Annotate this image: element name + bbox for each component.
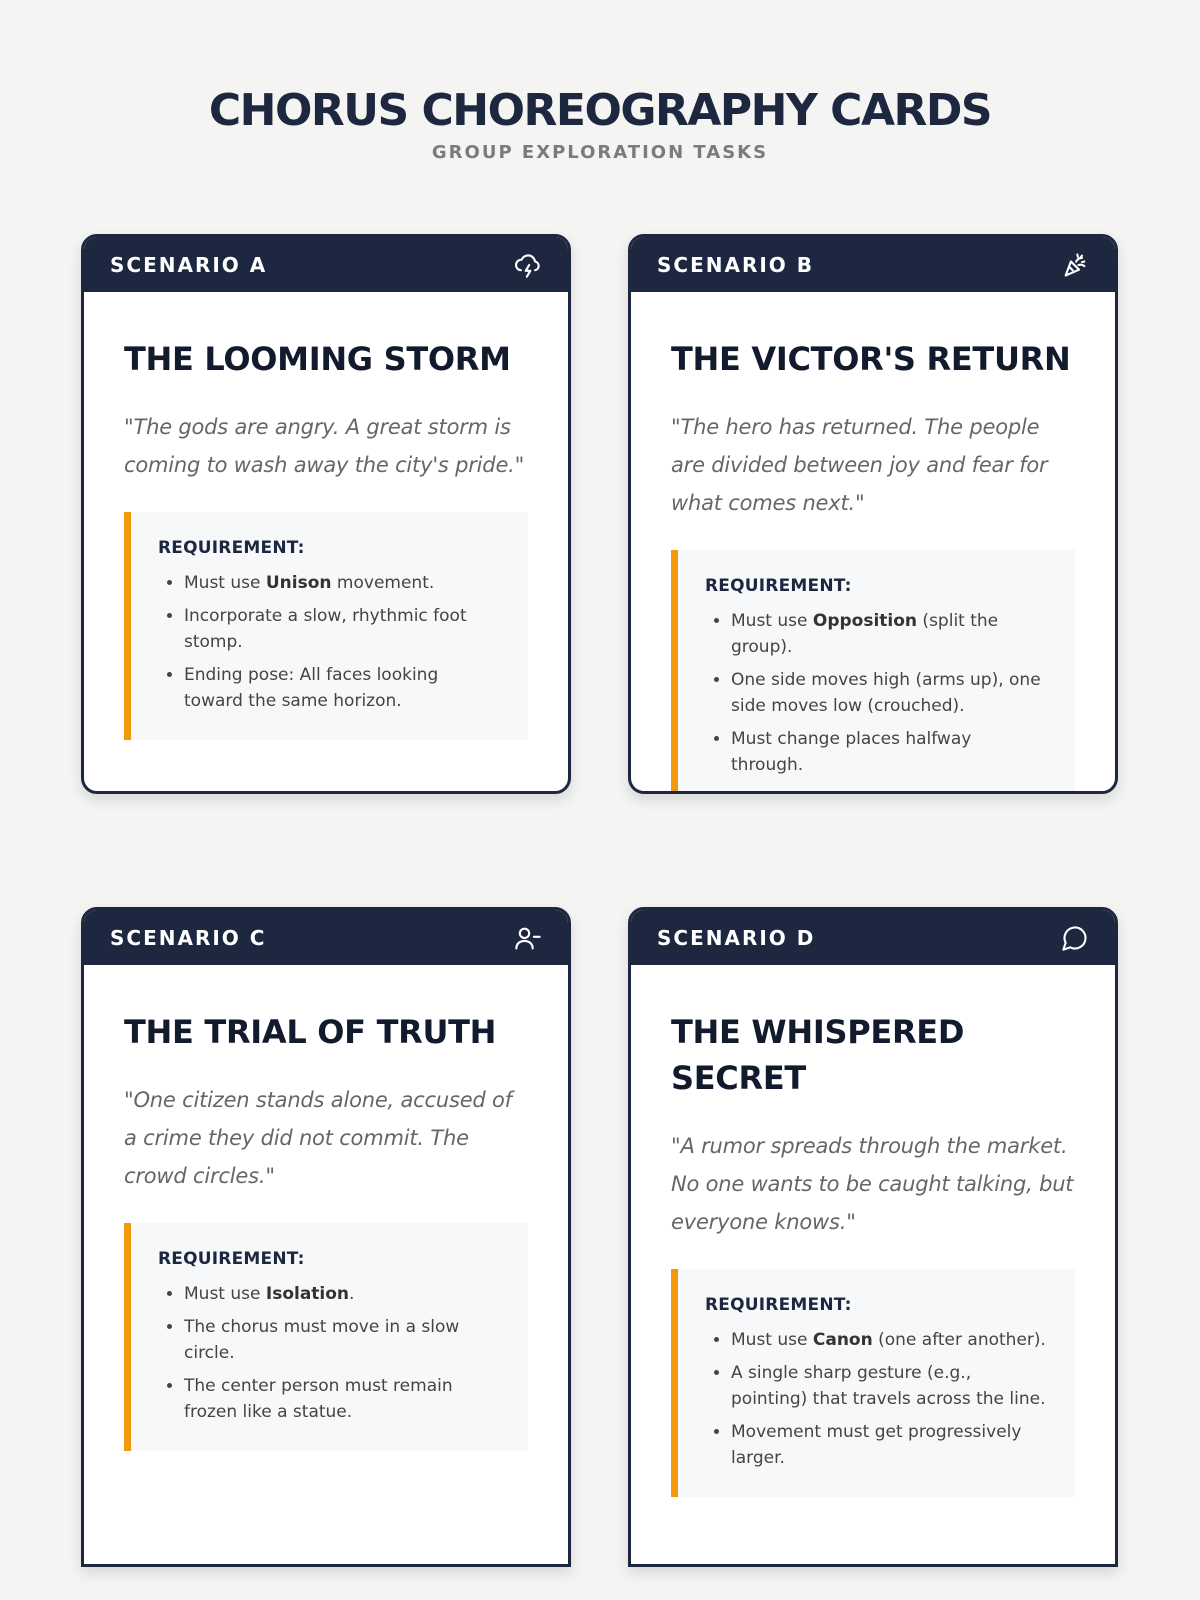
requirement-list [158,1281,500,1425]
card-header [84,910,568,965]
requirement-heading: REQUIREMENT: [158,1249,305,1269]
user-minus-icon [514,924,542,952]
card-header [84,237,568,292]
requirement-box [124,1223,528,1451]
requirement-item: • Must use Unison movement. [184,570,500,596]
requirement-heading: REQUIREMENT: [705,576,852,596]
scenario-card-c [81,907,571,1567]
card-quote: "The gods are angry. A great storm is coming to wash away the city's pride." [124,415,525,477]
page-subtitle: GROUP EXPLORATION TASKS [431,142,769,163]
requirement-item: • Must use Isolation. [184,1281,500,1307]
requirement-list [158,570,500,714]
card-header [631,910,1115,965]
requirement-box [671,550,1075,794]
party-popper-icon [1061,251,1089,279]
requirement-heading: REQUIREMENT: [705,1295,852,1315]
card-body [84,965,568,1451]
scenario-label: SCENARIO D [657,925,816,950]
requirement-item: • Must change places halfway through. [731,726,1047,778]
card-quote: "A rumor spreads through the market. No one wants to be caught talking, but everyone knows." [671,1134,1074,1234]
requirement-box [124,512,528,740]
requirement-item: • The center person must remain frozen like a statue. [184,1373,500,1425]
requirement-item: • Must use Opposition (split the group). [731,608,1047,660]
page-title: CHORUS CHOREOGRAPHY CARDS [208,85,992,136]
scenario-card-a [81,234,571,794]
card-title: THE VICTOR'S RETURN [671,340,1071,378]
requirement-item: • Ending pose: All faces looking toward the same horizon. [184,662,500,714]
scenario-label: SCENARIO A [110,252,268,277]
speech-bubble-icon [1061,924,1089,952]
requirement-item: • Incorporate a slow, rhythmic foot stomp. [184,603,500,655]
requirement-item: • A single sharp gesture (e.g., pointing) that travels across the line. [731,1360,1047,1412]
requirement-item: • One side moves high (arms up), one side moves low (crouched). [731,667,1047,719]
scenario-label: SCENARIO C [110,925,267,950]
scenario-card-b [628,234,1118,794]
card-quote: "The hero has returned. The people are divided between joy and fear for what comes next." [671,415,1048,515]
card-header [631,237,1115,292]
requirement-item: • Movement must get progressively larger. [731,1419,1047,1471]
requirement-box [671,1269,1075,1497]
card-body [631,292,1115,794]
card-title: THE LOOMING STORM [124,340,511,378]
requirement-list [705,608,1047,778]
requirement-item: • Must use Canon (one after another). [731,1327,1047,1353]
card-quote: "One citizen stands alone, accused of a crime they did not commit. The crowd circles." [124,1088,512,1188]
scenario-label: SCENARIO B [657,252,815,277]
requirement-item: • The chorus must move in a slow circle. [184,1314,500,1366]
requirement-list [705,1327,1047,1471]
card-title: THE TRIAL OF TRUTH [124,1013,497,1051]
card-title: THE WHISPERED SECRET [671,1013,965,1097]
requirement-heading: REQUIREMENT: [158,538,305,558]
storm-cloud-icon [514,251,542,279]
card-body [84,292,568,740]
scenario-card-d [628,907,1118,1567]
card-body [631,965,1115,1497]
page-header [0,0,1200,163]
